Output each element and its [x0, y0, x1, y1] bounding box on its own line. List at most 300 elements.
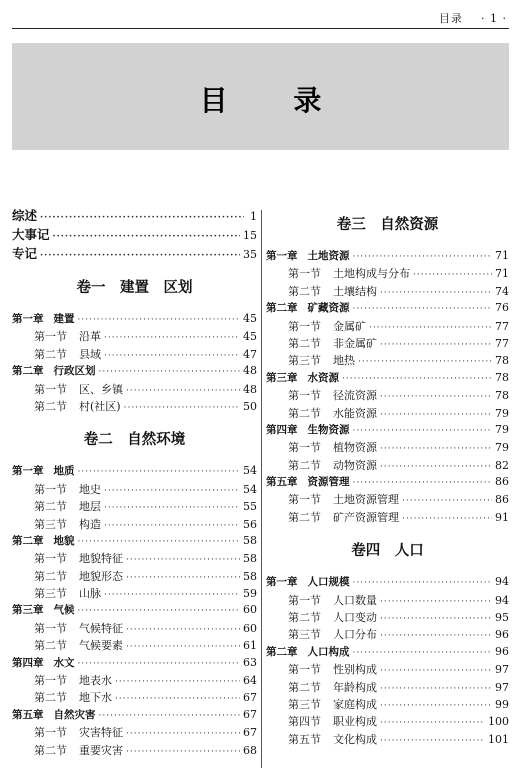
page-number: 79	[495, 422, 509, 436]
dot-leader	[380, 462, 492, 472]
toc-section-entry-label	[288, 335, 377, 351]
page-number: 99	[495, 697, 509, 711]
section-title: 文化构成	[333, 732, 377, 746]
toc-section-entry[interactable]	[12, 398, 257, 415]
section-number: 第二节	[34, 399, 67, 413]
chapter-number: 第二章	[12, 365, 44, 378]
toc-chapter-entry[interactable]	[266, 300, 509, 317]
chapter-title: 土地资源	[307, 250, 350, 262]
page-number: 47	[243, 347, 257, 361]
dot-leader	[342, 374, 492, 384]
chapter-title: 气候	[53, 604, 75, 617]
toc-left-column	[12, 206, 257, 759]
page-number: 58	[243, 569, 257, 583]
page-number: 15	[243, 229, 257, 242]
dot-leader	[124, 403, 240, 413]
section-number: 第一节	[34, 726, 67, 740]
toc-section-entry-label	[34, 620, 123, 636]
page-number: 68	[243, 743, 257, 757]
toc-chapter-entry-label	[12, 533, 75, 548]
page-number: 77	[495, 336, 509, 350]
dot-leader	[78, 659, 241, 669]
toc-section-entry[interactable]	[266, 626, 509, 643]
page-number: 82	[495, 458, 509, 472]
page-number: 45	[243, 312, 257, 325]
toc-chapter-entry[interactable]	[266, 422, 509, 439]
dot-leader	[104, 590, 240, 600]
toc-section-entry[interactable]	[266, 696, 509, 713]
volume-heading: 卷二 自然环境	[83, 431, 186, 449]
page-number: 58	[243, 533, 257, 547]
page-number: 95	[495, 611, 509, 625]
dot-leader	[380, 288, 492, 298]
toc-section-entry[interactable]	[12, 481, 257, 498]
dot-leader	[380, 631, 492, 641]
dot-leader	[380, 444, 492, 454]
chapter-number: 第一章	[266, 250, 298, 262]
dot-leader	[353, 578, 493, 588]
page-number: 55	[243, 500, 257, 514]
toc-section-entry-label	[288, 609, 377, 625]
running-head	[439, 10, 507, 26]
section-number: 第一节	[34, 482, 67, 496]
section-title: 性别构成	[333, 663, 377, 677]
toc-section-entry-label	[34, 672, 112, 688]
section-number: 第二节	[288, 458, 321, 472]
chapter-title: 地质	[53, 465, 75, 478]
toc-section-entry[interactable]	[266, 731, 509, 748]
dot-leader	[380, 684, 492, 694]
page-number: 96	[495, 628, 509, 642]
section-title: 气候特征	[79, 621, 123, 635]
page-number: 74	[495, 284, 509, 298]
toc-chapter-entry[interactable]	[266, 370, 509, 387]
section-number: 第二节	[34, 691, 67, 705]
chapter-number: 第四章	[12, 656, 44, 669]
chapter-title: 建置	[53, 313, 75, 325]
dot-leader	[99, 711, 241, 721]
chapter-number: 第四章	[266, 423, 298, 436]
page-number: 86	[495, 475, 509, 489]
page-number: 97	[495, 680, 509, 694]
section-title: 重要灾害	[79, 743, 123, 757]
section-title: 土地构成与分布	[333, 267, 410, 281]
page-number: 78	[495, 354, 509, 368]
section-number: 第一节	[34, 382, 67, 396]
toc-chapter-entry[interactable]	[266, 248, 509, 265]
section-number: 第二节	[34, 569, 67, 583]
dot-leader	[402, 496, 492, 506]
chapter-title: 水资源	[307, 371, 339, 384]
toc-section-entry-label	[288, 713, 377, 729]
page-number: 67	[243, 691, 257, 705]
dot-leader	[126, 729, 240, 739]
toc-section-entry-label	[288, 352, 355, 368]
toc-right-column	[266, 206, 509, 748]
page-number: 71	[495, 249, 509, 262]
dot-leader	[380, 666, 492, 676]
dot-leader	[380, 392, 492, 402]
section-title: 地史	[79, 482, 101, 496]
toc-section-entry-label	[288, 457, 377, 473]
section-number: 第一节	[34, 330, 67, 344]
toc-chapter-entry[interactable]	[12, 311, 257, 328]
toc-section-entry[interactable]	[266, 283, 509, 300]
section-title: 人口数量	[333, 593, 377, 607]
section-number: 第五节	[288, 732, 321, 746]
toc-chapter-entry[interactable]	[266, 574, 509, 591]
page-number: 76	[495, 301, 509, 315]
toc-top-entry[interactable]	[12, 244, 257, 263]
toc-section-entry-label	[288, 405, 377, 421]
section-title: 年龄构成	[333, 680, 377, 694]
dot-leader	[353, 426, 493, 436]
page-number: 1	[250, 210, 257, 223]
section-title: 地下水	[79, 691, 112, 705]
toc-section-entry[interactable]	[12, 689, 257, 706]
section-number: 第一节	[34, 674, 67, 688]
toc-section-entry[interactable]	[266, 387, 509, 404]
toc-section-entry-label	[288, 592, 377, 608]
chapter-number: 第一章	[266, 576, 298, 589]
section-title: 径流资源	[333, 389, 377, 403]
dot-leader	[104, 333, 240, 343]
toc-chapter-entry-label	[266, 300, 350, 315]
toc-section-entry-label	[288, 509, 399, 525]
dot-leader	[53, 232, 240, 242]
page-number: 59	[243, 587, 257, 601]
chapter-number: 第二章	[266, 302, 298, 315]
chapter-number: 第三章	[12, 604, 44, 617]
page-number: 101	[488, 732, 509, 746]
toc-chapter-entry-label	[266, 370, 339, 385]
toc-chapter-entry-label	[266, 574, 350, 589]
toc-chapter-entry-label	[266, 248, 350, 263]
section-title: 构造	[79, 517, 101, 531]
toc-section-entry-label	[34, 568, 123, 584]
dot-leader	[380, 736, 485, 746]
section-title: 动物资源	[333, 458, 377, 472]
section-number: 第四节	[288, 715, 321, 729]
running-head-page-number: · 1 ·	[481, 12, 507, 25]
toc-chapter-entry-label	[266, 474, 350, 489]
dot-leader	[358, 357, 492, 367]
section-title: 土壤结构	[333, 284, 377, 298]
toc-section-entry-label	[288, 661, 377, 677]
page-number: 94	[495, 575, 509, 589]
dot-leader	[353, 304, 493, 314]
section-number: 第二节	[288, 336, 321, 350]
chapter-title: 地貌	[53, 534, 75, 547]
toc-chapter-entry[interactable]	[12, 707, 257, 724]
dot-leader	[78, 606, 241, 616]
column-divider	[261, 210, 262, 768]
section-number: 第三节	[34, 587, 67, 601]
dot-leader	[126, 625, 240, 635]
chapter-title: 资源管理	[307, 476, 350, 489]
toc-section-entry-label	[34, 742, 123, 758]
section-number: 第一节	[288, 267, 321, 281]
chapter-title: 矿藏资源	[307, 302, 350, 315]
toc-section-entry[interactable]	[12, 742, 257, 759]
toc-chapter-entry-label	[12, 363, 96, 378]
dot-leader	[126, 386, 240, 396]
dot-leader	[380, 701, 492, 711]
toc-section-entry-label	[34, 398, 121, 414]
toc-section-entry[interactable]	[12, 498, 257, 515]
section-number: 第二节	[288, 680, 321, 694]
page-number: 54	[243, 482, 257, 496]
chapter-number: 第一章	[12, 313, 44, 325]
dot-leader	[369, 323, 492, 333]
section-title: 人口变动	[333, 611, 377, 625]
toc-section-entry[interactable]	[266, 439, 509, 456]
toc-section-entry-label	[288, 679, 377, 695]
toc-section-entry[interactable]	[12, 568, 257, 585]
dot-leader	[353, 478, 493, 488]
dot-leader	[380, 340, 492, 350]
page-number: 78	[495, 370, 509, 384]
toc-section-entry[interactable]	[12, 724, 257, 741]
toc-section-entry-label	[34, 328, 101, 344]
volume-heading: 卷三 自然资源	[336, 216, 439, 233]
section-title: 水能资源	[333, 406, 377, 420]
page-number: 60	[243, 621, 257, 635]
section-title: 地热	[333, 354, 355, 368]
dot-leader	[402, 514, 492, 524]
section-title: 地表水	[79, 674, 112, 688]
page-number: 56	[243, 517, 257, 531]
page-number: 48	[243, 382, 257, 396]
toc-chapter-entry[interactable]	[12, 533, 257, 550]
page-number: 78	[495, 389, 509, 403]
dot-leader	[40, 251, 240, 261]
section-number: 第一节	[288, 389, 321, 403]
toc-section-entry[interactable]	[266, 661, 509, 678]
page-number: 35	[243, 248, 257, 261]
page-number: 79	[495, 441, 509, 455]
toc-section-entry[interactable]	[12, 672, 257, 689]
section-title: 沿革	[79, 330, 101, 344]
toc-section-entry[interactable]	[12, 516, 257, 533]
section-title: 职业构成	[333, 715, 377, 729]
dot-leader	[78, 537, 241, 547]
toc-section-entry[interactable]	[266, 352, 509, 369]
section-title: 区、乡镇	[79, 382, 123, 396]
section-title: 非金属矿	[333, 336, 377, 350]
toc-top-entry-label: 大事记	[12, 227, 50, 242]
page-number: 63	[243, 655, 257, 669]
toc-chapter-entry[interactable]	[12, 463, 257, 480]
dot-leader	[380, 597, 492, 607]
toc-section-entry[interactable]	[12, 620, 257, 637]
page-number: 48	[243, 364, 257, 378]
toc-chapter-entry[interactable]	[12, 602, 257, 619]
toc-section-entry[interactable]	[266, 679, 509, 696]
toc-chapter-entry-label	[266, 644, 350, 659]
toc-section-entry[interactable]	[266, 405, 509, 422]
volume-heading: 卷一 建置 区划	[76, 279, 193, 296]
dot-leader	[104, 486, 240, 496]
toc-chapter-entry[interactable]	[12, 363, 257, 380]
section-number: 第一节	[34, 621, 67, 635]
page-title: 目 录	[199, 83, 350, 117]
chapter-number: 第二章	[12, 534, 44, 547]
toc-section-entry-label	[288, 265, 410, 281]
chapter-number: 第二章	[266, 645, 298, 658]
toc-section-entry-label	[34, 585, 101, 601]
toc-section-entry-label	[34, 498, 101, 514]
section-title: 地层	[79, 500, 101, 514]
dot-leader	[115, 677, 240, 687]
page-number: 100	[488, 715, 509, 729]
section-title: 灾害特征	[79, 726, 123, 740]
dot-leader	[78, 467, 241, 477]
toc-chapter-entry-label	[12, 463, 75, 478]
toc-section-entry[interactable]	[12, 585, 257, 602]
toc-section-entry[interactable]	[266, 318, 509, 335]
section-number: 第一节	[288, 663, 321, 677]
section-title: 植物资源	[333, 441, 377, 455]
section-number: 第一节	[288, 441, 321, 455]
page-number: 50	[243, 399, 257, 413]
dot-leader	[78, 315, 241, 325]
toc-section-entry-label	[288, 318, 366, 334]
toc-section-entry[interactable]	[266, 457, 509, 474]
toc-top-entry[interactable]	[12, 225, 257, 244]
section-number: 第三节	[288, 628, 321, 642]
dot-leader	[126, 555, 240, 565]
section-title: 地貌形态	[79, 569, 123, 583]
section-number: 第二节	[288, 284, 321, 298]
section-number: 第二节	[34, 639, 67, 653]
toc-section-entry-label	[34, 516, 101, 532]
chapter-title: 人口规模	[307, 576, 350, 589]
dot-leader	[380, 614, 492, 624]
toc-section-entry[interactable]	[12, 381, 257, 398]
section-number: 第一节	[288, 593, 321, 607]
section-title: 山脉	[79, 587, 101, 601]
toc-section-entry-label	[288, 731, 377, 747]
section-title: 气候要素	[79, 639, 123, 653]
dot-leader	[104, 521, 240, 531]
toc-chapter-entry-label	[12, 311, 75, 326]
chapter-title: 自然灾害	[53, 708, 96, 721]
page-number: 45	[243, 330, 257, 344]
chapter-title: 行政区划	[53, 365, 96, 378]
chapter-title: 人口构成	[307, 645, 350, 658]
toc-section-entry[interactable]	[266, 609, 509, 626]
toc-section-entry[interactable]	[266, 509, 509, 526]
section-number: 第一节	[34, 552, 67, 566]
section-number: 第三节	[34, 517, 67, 531]
toc-section-entry-label	[34, 724, 123, 740]
toc-section-entry[interactable]	[12, 346, 257, 363]
dot-leader	[126, 747, 240, 757]
toc-section-entry-label	[34, 481, 101, 497]
page-number: 79	[495, 406, 509, 420]
section-number: 第二节	[288, 406, 321, 420]
toc-section-entry[interactable]	[12, 328, 257, 345]
toc-chapter-entry[interactable]	[12, 655, 257, 672]
section-title: 金属矿	[333, 319, 366, 333]
page-number: 96	[495, 644, 509, 658]
section-number: 第三节	[288, 354, 321, 368]
toc-section-entry-label	[34, 689, 112, 705]
dot-leader	[40, 213, 244, 223]
page-number: 64	[243, 674, 257, 688]
section-title: 县域	[79, 347, 101, 361]
toc-section-entry[interactable]	[266, 491, 509, 508]
toc-top-entry-label: 专记	[12, 246, 38, 261]
toc-section-entry-label	[34, 637, 123, 653]
page-number: 67	[243, 726, 257, 740]
section-title: 矿产资源管理	[333, 510, 399, 524]
dot-leader	[353, 648, 493, 658]
chapter-number: 第五章	[12, 708, 44, 721]
toc-section-entry[interactable]	[266, 592, 509, 609]
page-number: 60	[243, 603, 257, 617]
toc-section-entry-label	[288, 387, 377, 403]
page-number: 77	[495, 319, 509, 333]
toc-section-entry-label	[34, 346, 101, 362]
section-number: 第二节	[288, 510, 321, 524]
section-title: 人口分布	[333, 628, 377, 642]
toc-section-entry-label	[288, 491, 399, 507]
toc-section-entry-label	[288, 696, 377, 712]
section-number: 第二节	[34, 347, 67, 361]
toc-top-entry[interactable]	[12, 206, 257, 225]
section-number: 第二节	[34, 743, 67, 757]
toc-section-entry[interactable]	[266, 335, 509, 352]
section-number: 第一节	[288, 319, 321, 333]
toc-chapter-entry[interactable]	[266, 474, 509, 491]
title-band	[12, 43, 509, 150]
chapter-number: 第三章	[266, 371, 298, 384]
chapter-title: 水文	[53, 656, 75, 669]
section-title: 村(社区)	[79, 399, 121, 413]
toc-section-entry[interactable]	[266, 265, 509, 282]
page-number: 94	[495, 593, 509, 607]
chapter-title: 生物资源	[307, 423, 350, 436]
page-number: 86	[495, 493, 509, 507]
toc-chapter-entry-label	[12, 707, 96, 722]
toc-chapter-entry-label	[266, 422, 350, 437]
toc-top-entry-label: 综述	[12, 208, 38, 223]
dot-leader	[115, 694, 240, 704]
dot-leader	[380, 410, 492, 420]
section-number: 第二节	[288, 611, 321, 625]
toc-section-entry-label	[288, 626, 377, 642]
toc-section-entry-label	[288, 283, 377, 299]
header-rule	[12, 28, 509, 29]
section-title: 家庭构成	[333, 697, 377, 711]
running-head-section: 目录	[439, 12, 463, 25]
dot-leader	[353, 252, 493, 262]
toc-chapter-entry-label	[12, 655, 75, 670]
chapter-number: 第一章	[12, 465, 44, 478]
toc-section-entry[interactable]	[12, 550, 257, 567]
toc-section-entry[interactable]	[266, 713, 509, 730]
dot-leader	[99, 367, 241, 377]
toc-section-entry[interactable]	[12, 637, 257, 654]
toc-section-entry-label	[288, 439, 377, 455]
dot-leader	[413, 270, 492, 280]
section-number: 第一节	[288, 493, 321, 507]
dot-leader	[380, 718, 485, 728]
page-number: 97	[495, 663, 509, 677]
toc-chapter-entry[interactable]	[266, 644, 509, 661]
